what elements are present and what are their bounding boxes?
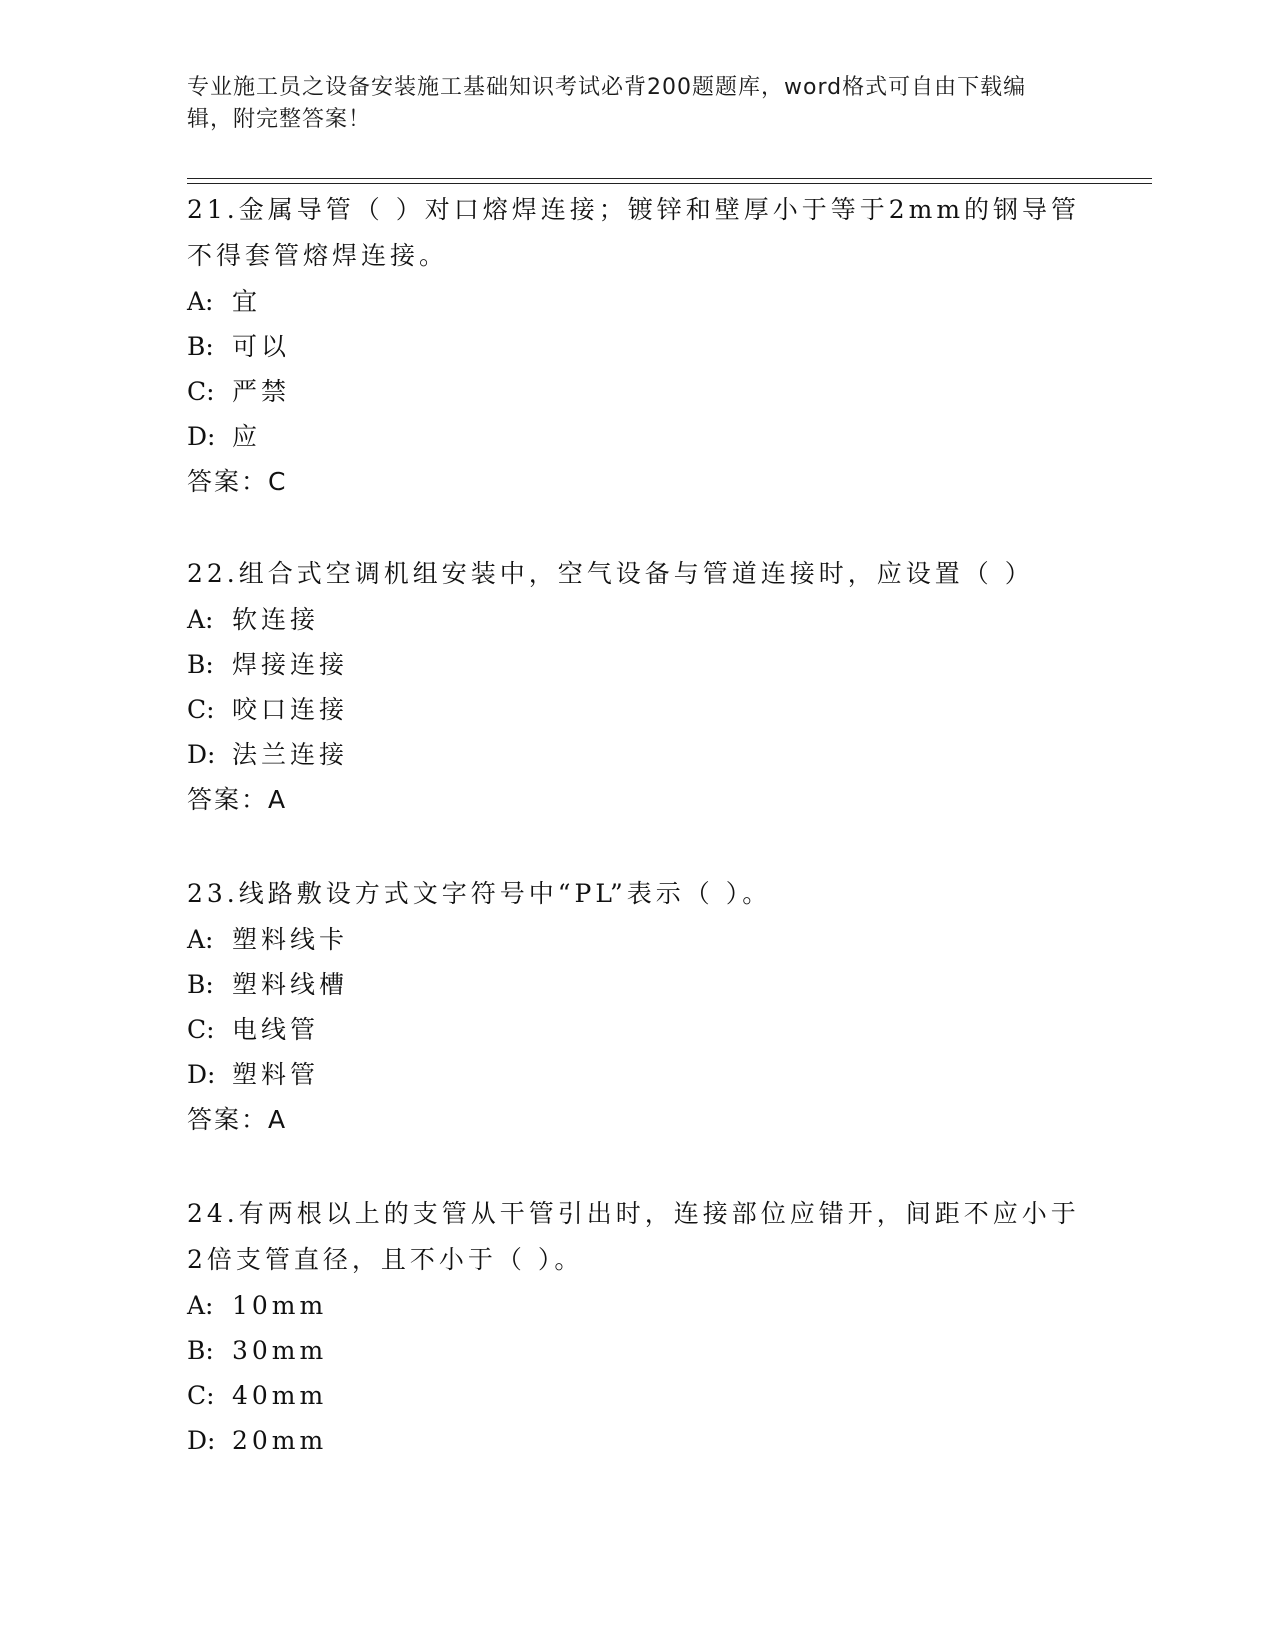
option-text: 咬口连接 <box>232 695 349 724</box>
option-letter: C: <box>187 1015 215 1044</box>
option-letter: B: <box>187 332 214 361</box>
option-a <box>187 1283 1087 1328</box>
option-letter: A: <box>187 1291 214 1320</box>
option-letter: A: <box>187 287 214 316</box>
question-24 <box>187 1191 1087 1463</box>
option-text: 塑料线卡 <box>232 925 349 954</box>
question-21 <box>187 187 1087 505</box>
option-d <box>187 1418 1087 1463</box>
option-b <box>187 962 1087 1007</box>
option-c <box>187 687 1087 732</box>
document-title: 专业施工员之设备安装施工基础知识考试必背200题题库，word格式可自由下载编辑，附完整答案！ <box>187 75 1027 132</box>
document-header <box>187 72 1067 136</box>
answer-line: 答案：A <box>187 1105 288 1134</box>
header-divider-top <box>187 178 1152 179</box>
option-text: 电线管 <box>232 1015 320 1044</box>
option-text: 软连接 <box>232 605 320 634</box>
option-letter: D: <box>187 1060 216 1089</box>
option-letter: C: <box>187 1381 215 1410</box>
option-a <box>187 917 1087 962</box>
option-letter: A: <box>187 925 214 954</box>
option-d <box>187 1052 1087 1097</box>
question-stem: 24.有两根以上的支管从干管引出时，连接部位应错开，间距不应小于2倍支管直径，且不小于（ ）。 <box>187 1199 1080 1274</box>
option-d <box>187 732 1087 777</box>
option-letter: B: <box>187 970 214 999</box>
question-stem: 22.组合式空调机组安装中，空气设备与管道连接时，应设置（ ） <box>187 559 1034 588</box>
option-text: 宜 <box>232 287 262 316</box>
option-a <box>187 279 1087 324</box>
option-letter: B: <box>187 650 214 679</box>
option-letter: D: <box>187 422 216 451</box>
option-letter: D: <box>187 740 216 769</box>
option-text: 可以 <box>232 332 291 361</box>
option-letter: B: <box>187 1336 214 1365</box>
option-text: 40mm <box>232 1381 328 1410</box>
option-c <box>187 369 1087 414</box>
option-text: 20mm <box>232 1426 328 1455</box>
option-text: 10mm <box>232 1291 328 1320</box>
question-stem: 21.金属导管（ ）对口熔焊连接；镀锌和壁厚小于等于2mm的钢导管不得套管熔焊连接。 <box>187 195 1081 270</box>
option-text: 塑料管 <box>232 1060 320 1089</box>
question-22 <box>187 551 1087 823</box>
option-letter: A: <box>187 605 214 634</box>
option-text: 应 <box>232 422 262 451</box>
answer-line: 答案：A <box>187 785 288 814</box>
option-a <box>187 597 1087 642</box>
option-text: 严禁 <box>232 377 291 406</box>
option-letter: C: <box>187 377 215 406</box>
option-text: 30mm <box>232 1336 328 1365</box>
option-b <box>187 324 1087 369</box>
option-text: 塑料线槽 <box>232 970 349 999</box>
option-d <box>187 414 1087 459</box>
option-c <box>187 1007 1087 1052</box>
option-letter: C: <box>187 695 215 724</box>
option-text: 法兰连接 <box>232 740 349 769</box>
question-stem: 23.线路敷设方式文字符号中“PL”表示（ ）。 <box>187 879 772 908</box>
option-b <box>187 642 1087 687</box>
question-23 <box>187 871 1087 1143</box>
option-text: 焊接连接 <box>232 650 349 679</box>
option-letter: D: <box>187 1426 216 1455</box>
option-b <box>187 1328 1087 1373</box>
option-c <box>187 1373 1087 1418</box>
header-divider-bottom <box>187 183 1152 184</box>
answer-line: 答案：C <box>187 467 288 496</box>
